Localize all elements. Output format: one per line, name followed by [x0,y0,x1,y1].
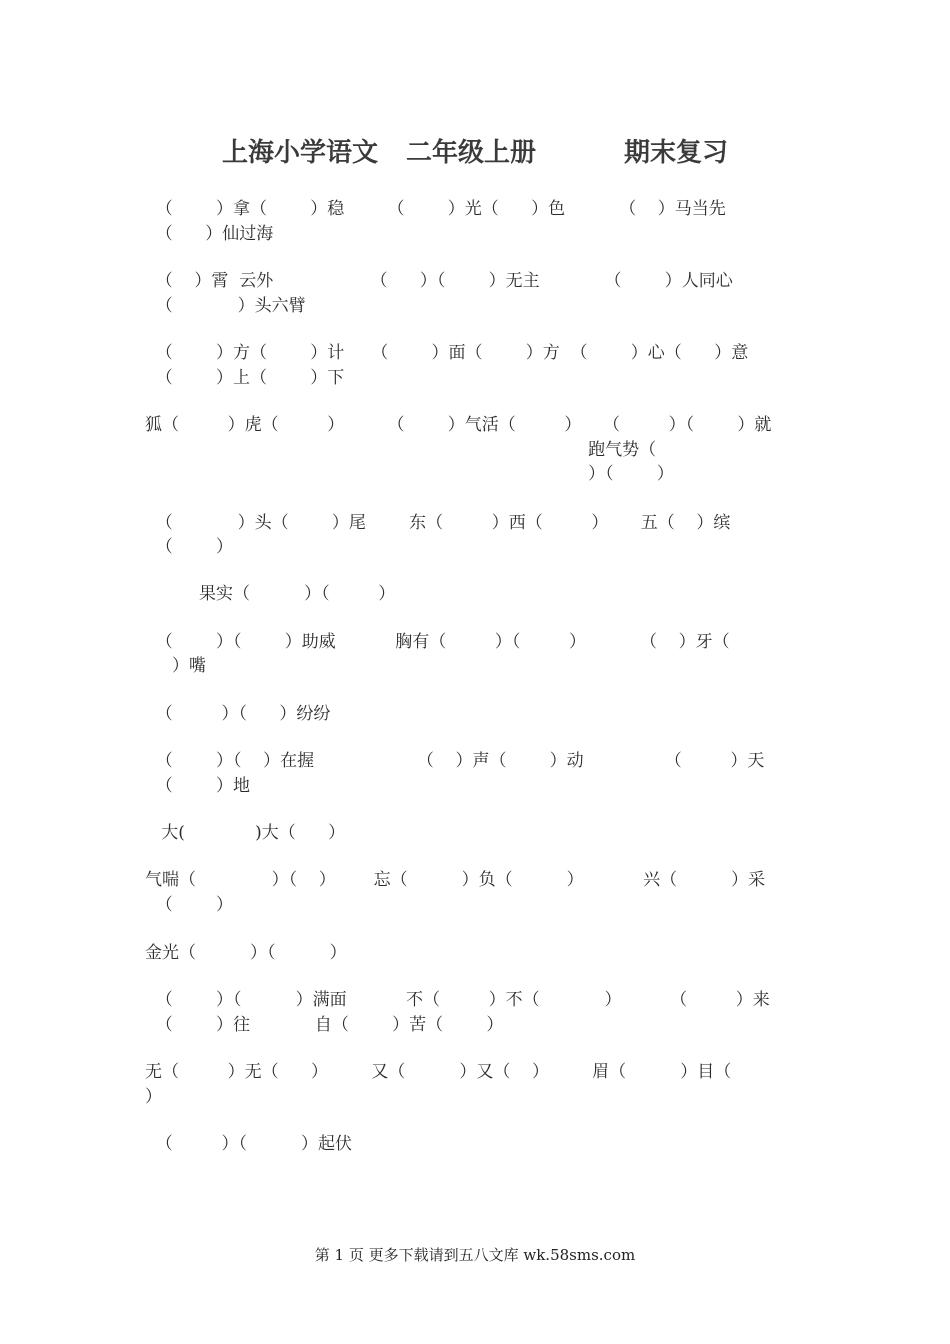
exercise-line: 无（ ）无（ ） 又（ ）又（ ） 眉（ ）目（ [145,1062,732,1082]
exercise-line: （ ）往 自（ ）苦（ ） [145,1015,504,1035]
exercise-line: （ ）（ ）起伏 [145,1134,352,1154]
exercise-line: （ ）上（ ）下 [145,368,345,388]
exercise-line: 大( )大（ ） [145,823,346,843]
exercise-line: （ ）（ ）纷纷 [145,704,331,724]
exercise-line: ） [145,1087,162,1107]
exercise-line: 狐（ ）虎（ ） （ ）气活（ ） （ ）（ ）就 [145,415,772,435]
exercise-line: 果实（ ）（ ） [145,584,396,604]
title-school: 上海小学语文 [221,138,378,168]
exercise-line: 金光（ ）（ ） [145,943,347,963]
exercise-line: （ ）仙过海 [145,224,274,244]
exercise-line: （ ）霄 云外 （ ）（ ）无主 （ ）人同心 [145,271,733,291]
exercise-line: ）（ ） [145,464,674,484]
exercise-line: （ ）头六臂 [145,296,306,316]
exercise-line: 跑气势（ [145,440,657,460]
page-title [0,132,950,169]
title-grade: 二年级上册 [405,138,536,168]
exercise-line: （ ）（ ）助威 胸有（ ）（ ） （ ）牙（ [145,632,730,652]
exercise-line: ）嘴 [145,656,207,676]
exercise-line: （ ） [145,537,234,557]
page-footer: 第 1 页 更多下载请到五八文库 wk.58sms.com [314,1246,636,1264]
exercise-line: （ ）方（ ）计 （ ）面（ ）方 （ ）心（ ）意 [145,343,749,363]
exercise-line: （ ） [145,895,234,915]
exercise-line: （ ）头（ ）尾 东（ ）西（ ） 五（ ）缤 [145,513,731,533]
title-review: 期末复习 [624,138,729,168]
exercise-line: （ ）（ ）在握 （ ）声（ ）动 （ ）天 [145,751,765,771]
exercise-line: （ ）地 [145,776,251,796]
exercise-line: 气喘（ ）（ ） 忘（ ）负（ ） 兴（ ）采 [145,870,766,890]
exercise-line: （ ）（ ）满面 不（ ）不（ ） （ ）来 [145,990,770,1010]
exercise-line: （ ）拿（ ）稳 （ ）光（ ）色 （ ）马当先 [145,199,726,219]
